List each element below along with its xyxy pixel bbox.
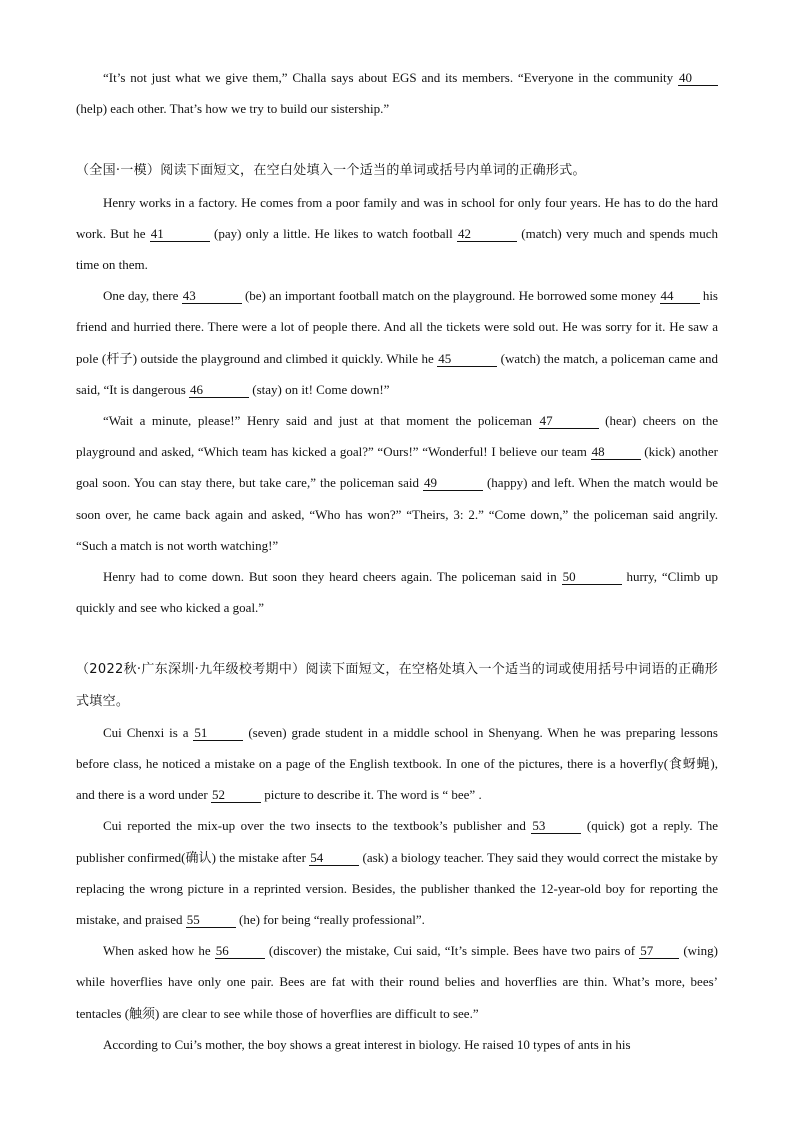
s2-paragraph-2: Cui reported the mix-up over the two insects to the textbook’s publisher and 53 (quick) got a reply. The publisher confirmed(确认) the mistake after 54 (ask) a biology teacher. They said they would correct the mistake by replacing the wrong picture in a reprinted version. Besides, the publisher thanked the 12-year-old boy for reporting the mistake, and praised 55 (he) for being “really professional”.	[76, 818, 719, 928]
blank-40[interactable]: 40	[678, 70, 718, 86]
blank-54[interactable]: 54	[309, 850, 359, 866]
blank-50[interactable]: 50	[562, 569, 622, 585]
blank-48[interactable]: 48	[591, 444, 641, 460]
blank-51[interactable]: 51	[193, 725, 243, 741]
blank-41[interactable]: 41	[150, 226, 210, 242]
s2-paragraph-3: When asked how he 56 (discover) the mistake, Cui said, “It’s simple. Bees have two pairs of 57 (wing) while hoverflies have only one pair. Bees are fat with their round belies and hoverflies are thin. What’s more, bees’ tentacles (触须) are clear to see while those of hoverflies are difficult to see.”	[76, 943, 718, 1021]
blank-57[interactable]: 57	[639, 943, 679, 959]
s2-paragraph-1: Cui Chenxi is a 51 (seven) grade student in a middle school in Shenyang. When he was preparing lessons before class, he noticed a mistake on a page of the English textbook. In one of the pictures, there is a hoverfly(食蚜蝇), and there is a word under 52 picture to describe it. The word is “ bee” .	[76, 724, 718, 803]
blank-47[interactable]: 47	[539, 413, 599, 429]
carry-over-paragraph: “It’s not just what we give them,” Challa says about EGS and its members. “Everyone in the community 40 (help) each other. That’s how we try to build our sistership.”	[76, 62, 718, 124]
s1-paragraph-3: “Wait a minute, please!” Henry said and just at that moment the policeman 47 (hear) cheers on the playground and asked, “Which team has kicked a goal?” “Ours!” “Wonderful! I believe our team 48 (kick) another goal soon. You can stay there, but take care,” the policeman said 49 (happy) and left. When the match would be soon over, he came back again and asked, “Who has won?” “Theirs, 3: 2.” “Come down,” the policeman said angrily. “Such a match is not worth watching!”	[76, 413, 718, 553]
section1-heading: （全国·一模）阅读下面短文，在空白处填入一个适当的单词或括号内单词的正确形式。	[76, 163, 586, 179]
blank-53[interactable]: 53	[531, 818, 581, 834]
s1-paragraph-4: Henry had to come down. But soon they heard cheers again. The policeman said in 50 hurry, “Climb up quickly and see who kicked a goal.”	[76, 569, 719, 616]
blank-42[interactable]: 42	[457, 226, 517, 242]
blank-49[interactable]: 49	[423, 475, 483, 491]
blank-56[interactable]: 56	[215, 943, 265, 959]
section2-heading: （2022秋·广东深圳·九年级校考期中）阅读下面短文，在空格处填入一个适当的词或使用括号中词语的正确形式填空。	[76, 662, 718, 709]
document-page	[76, 62, 718, 1060]
blank-46[interactable]: 46	[189, 382, 249, 398]
s1-paragraph-2: One day, there 43 (be) an important football match on the playground. He borrowed some money 44 his friend and hurried there. There were a lot of people there. And all the tickets were sold out. He was sorry for it. He saw a pole (杆子) outside the playground and climbed it quickly. While he 45 (watch) the match, a policeman came and said, “It is dangerous 46 (stay) on it! Come down!”	[76, 288, 718, 397]
blank-45[interactable]: 45	[437, 351, 497, 367]
blank-52[interactable]: 52	[211, 787, 261, 803]
s1-paragraph-1: Henry works in a factory. He comes from a poor family and was in school for only four years. He has to do the hard work. But he 41 (pay) only a little. He likes to watch football 42 (match) very much and spends much time on them.	[76, 194, 718, 273]
blank-55[interactable]: 55	[186, 912, 236, 928]
blank-44[interactable]: 44	[660, 288, 700, 304]
s2-paragraph-4: According to Cui’s mother, the boy shows a great interest in biology. He raised 10 types of ants in his	[103, 1036, 631, 1052]
blank-43[interactable]: 43	[182, 288, 242, 304]
